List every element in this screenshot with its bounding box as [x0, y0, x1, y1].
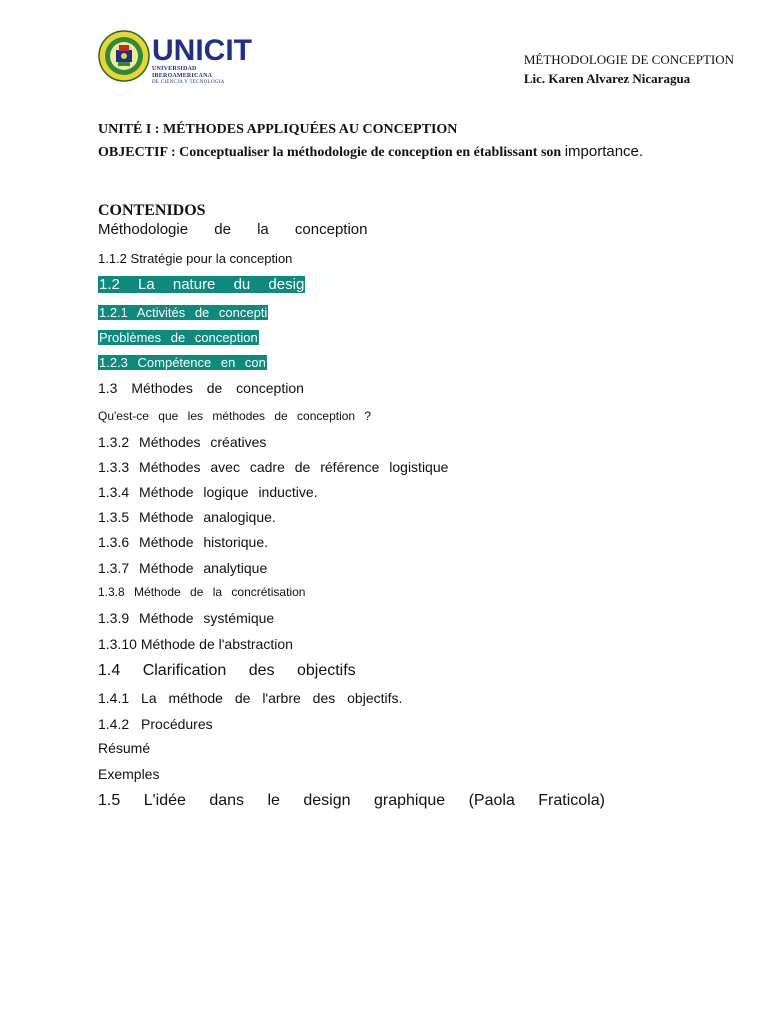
contents-item-highlighted: 1.2.1 Activités de concepti	[99, 305, 268, 320]
contents-item: Qu'est-ce que les méthodes de conception ?	[98, 409, 372, 423]
contents-item-highlighted: 1.2 La nature du desig	[99, 276, 305, 293]
objective-paragraph	[98, 142, 655, 163]
contents-item: 1.3.9 Méthode systémique	[98, 610, 275, 626]
objective-text: Conceptualiser la méthodologie de conception en établissant son	[179, 145, 562, 160]
contents-item: 1.3.5 Méthode analogique.	[98, 509, 276, 525]
contents-item: 1.3.3 Méthodes avec cadre de référence logistique	[98, 459, 449, 475]
contents-item: 1.4.1 La méthode de l'arbre des objectifs.	[98, 690, 403, 706]
contents-heading: CONTENIDOS	[98, 202, 206, 219]
contents-item-highlighted: 1.2.3 Compétence en con	[99, 355, 266, 370]
contents-item-highlighted: Problèmes de conception	[99, 330, 258, 345]
contents-item: Résumé	[98, 740, 151, 756]
contents-item: 1.4.2 Procédures	[98, 716, 213, 732]
university-seal-icon	[98, 30, 150, 82]
unit-title: UNITÉ I : MÉTHODES APPLIQUÉES AU CONCEPTION	[98, 122, 458, 137]
contents-item: 1.3.8 Méthode de la concrétisation	[98, 585, 306, 599]
objective-label: OBJECTIF :	[98, 145, 176, 160]
contents-item: Exemples	[98, 766, 160, 782]
contents-item: 1.5 L'idée dans le design graphique (Paola Fraticola)	[98, 792, 605, 809]
contents-item: 1.4 Clarification des objectifs	[98, 662, 356, 679]
contents-item: Méthodologie de la conception	[98, 221, 368, 238]
brand-subtitle: UNIVERSIDAD IBEROAMERICANA	[152, 66, 213, 79]
contents-item: 1.3.4 Méthode logique inductive.	[98, 484, 318, 500]
instructor-name: Lic. Karen Alvarez Nicaragua	[523, 71, 691, 86]
contents-item: 1.3 Méthodes de conception	[98, 380, 304, 396]
contents-item: 1.3.6 Méthode historique.	[98, 534, 268, 550]
contents-item: 1.3.7 Méthode analytique	[98, 560, 268, 576]
unicit-logo	[98, 30, 258, 86]
objective-text-end: importance.	[564, 143, 644, 160]
course-title: MÉTHODOLOGIE DE CONCEPTION	[523, 52, 734, 67]
contents-item: 1.3.2 Méthodes créatives	[98, 434, 267, 450]
header-info	[524, 50, 734, 88]
contents-item: 1.1.2 Stratégie pour la conception	[98, 251, 293, 266]
brand-subtitle-secondary: DE CIENCIA Y TECNOLOGIA	[152, 80, 225, 85]
contents-item: 1.3.10 Méthode de l'abstraction	[98, 636, 293, 652]
brand-name: UNICIT	[152, 34, 252, 67]
